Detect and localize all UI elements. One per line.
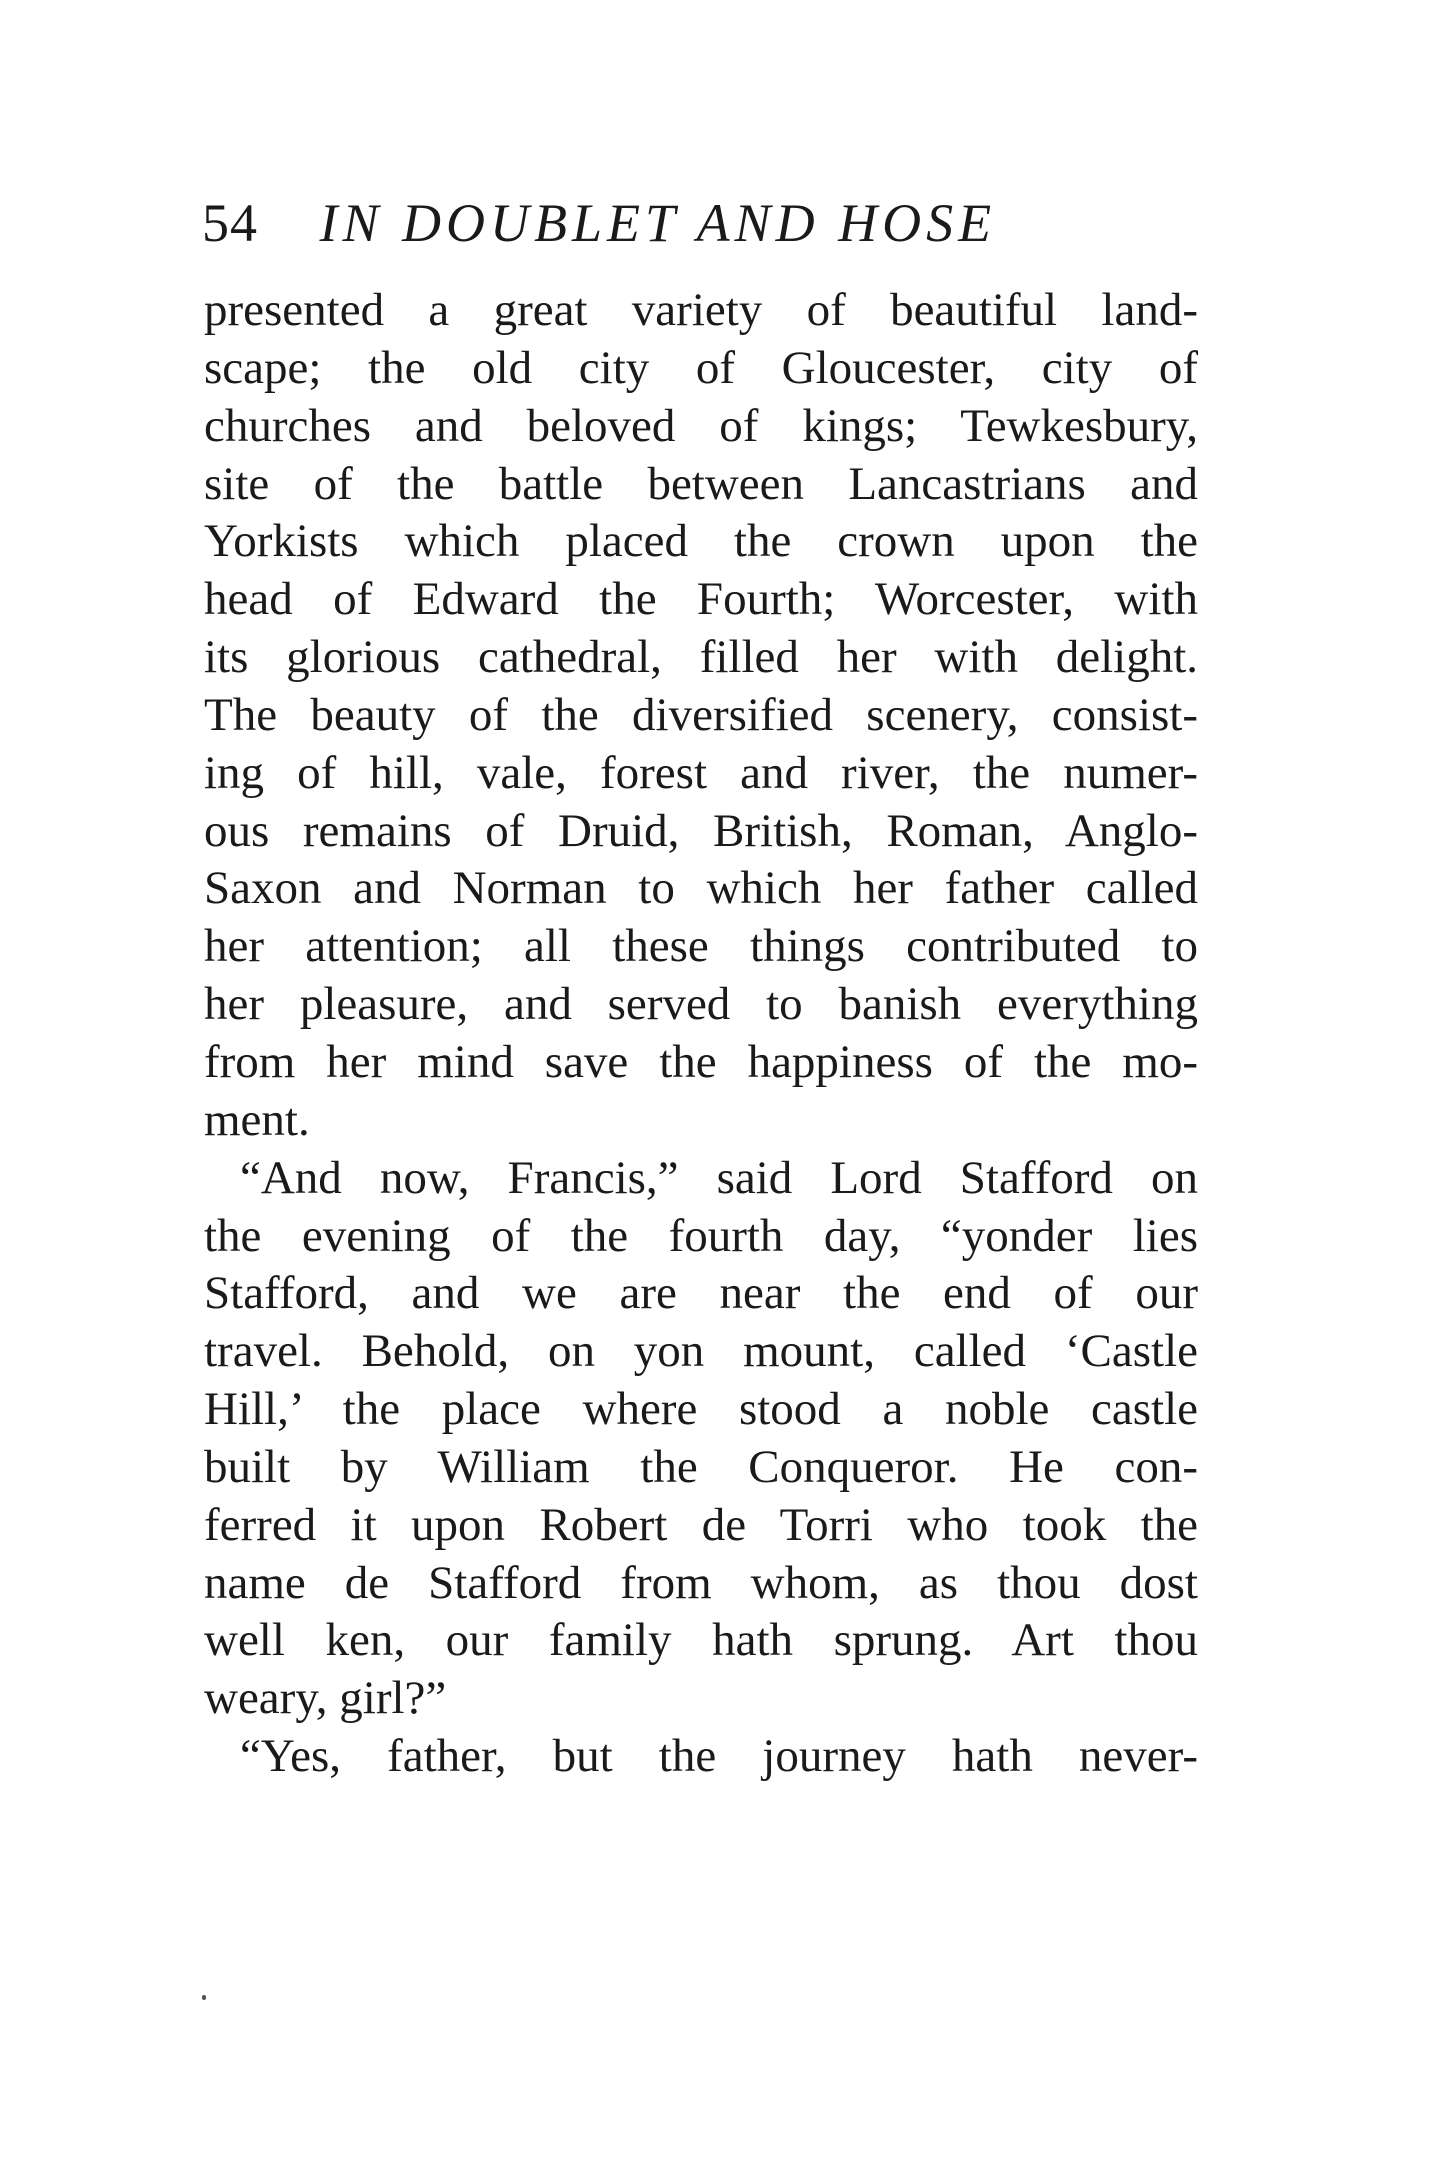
text-line: Saxon and Norman to which her father called: [204, 862, 1198, 915]
text-line: Yorkists which placed the crown upon the: [204, 515, 1198, 568]
text-line: ing of hill, vale, forest and river, the numer-: [204, 746, 1198, 799]
text-line: her pleasure, and served to banish everything: [204, 978, 1198, 1031]
running-head: [202, 188, 1202, 258]
text-line: The beauty of the diversified scenery, consist-: [204, 688, 1198, 741]
text-line: presented a great variety of beautiful land-: [204, 284, 1198, 336]
text-line: ferred it upon Robert de Torri who took the: [204, 1498, 1198, 1551]
page-number: 54: [202, 193, 258, 253]
text-line: her attention; all these things contributed to: [204, 920, 1198, 973]
text-line: head of Edward the Fourth; Worcester, with: [204, 573, 1198, 626]
text-line: ous remains of Druid, British, Roman, Anglo-: [204, 804, 1198, 857]
text-line: the evening of the fourth day, “yonder lies: [204, 1209, 1198, 1262]
body-text: [204, 282, 1198, 1786]
text-line: built by William the Conqueror. He con-: [204, 1440, 1198, 1493]
text-line: “Yes, father, but the journey hath never-: [240, 1730, 1198, 1783]
text-line: Stafford, and we are near the end of our: [204, 1267, 1198, 1320]
text-line: Hill,’ the place where stood a noble castle: [204, 1383, 1198, 1436]
text-line: its glorious cathedral, filled her with delight.: [204, 631, 1198, 684]
text-line: “And now, Francis,” said Lord Stafford on: [240, 1151, 1198, 1204]
text-line: well ken, our family hath sprung. Art thou: [204, 1614, 1198, 1667]
running-title: IN DOUBLET AND HOSE: [319, 193, 997, 253]
text-line: ment.: [204, 1093, 310, 1146]
text-line: scape; the old city of Gloucester, city of: [204, 341, 1198, 394]
ink-speck: [202, 1995, 206, 2000]
text-line: churches and beloved of kings; Tewkesbury,: [204, 399, 1198, 452]
text-line: weary, girl?”: [204, 1672, 447, 1725]
text-line: name de Stafford from whom, as thou dost: [204, 1556, 1198, 1609]
text-line: from her mind save the happiness of the mo-: [204, 1035, 1198, 1088]
text-line: site of the battle between Lancastrians and: [204, 457, 1198, 510]
text-line: travel. Behold, on yon mount, called ‘Castle: [204, 1325, 1198, 1378]
